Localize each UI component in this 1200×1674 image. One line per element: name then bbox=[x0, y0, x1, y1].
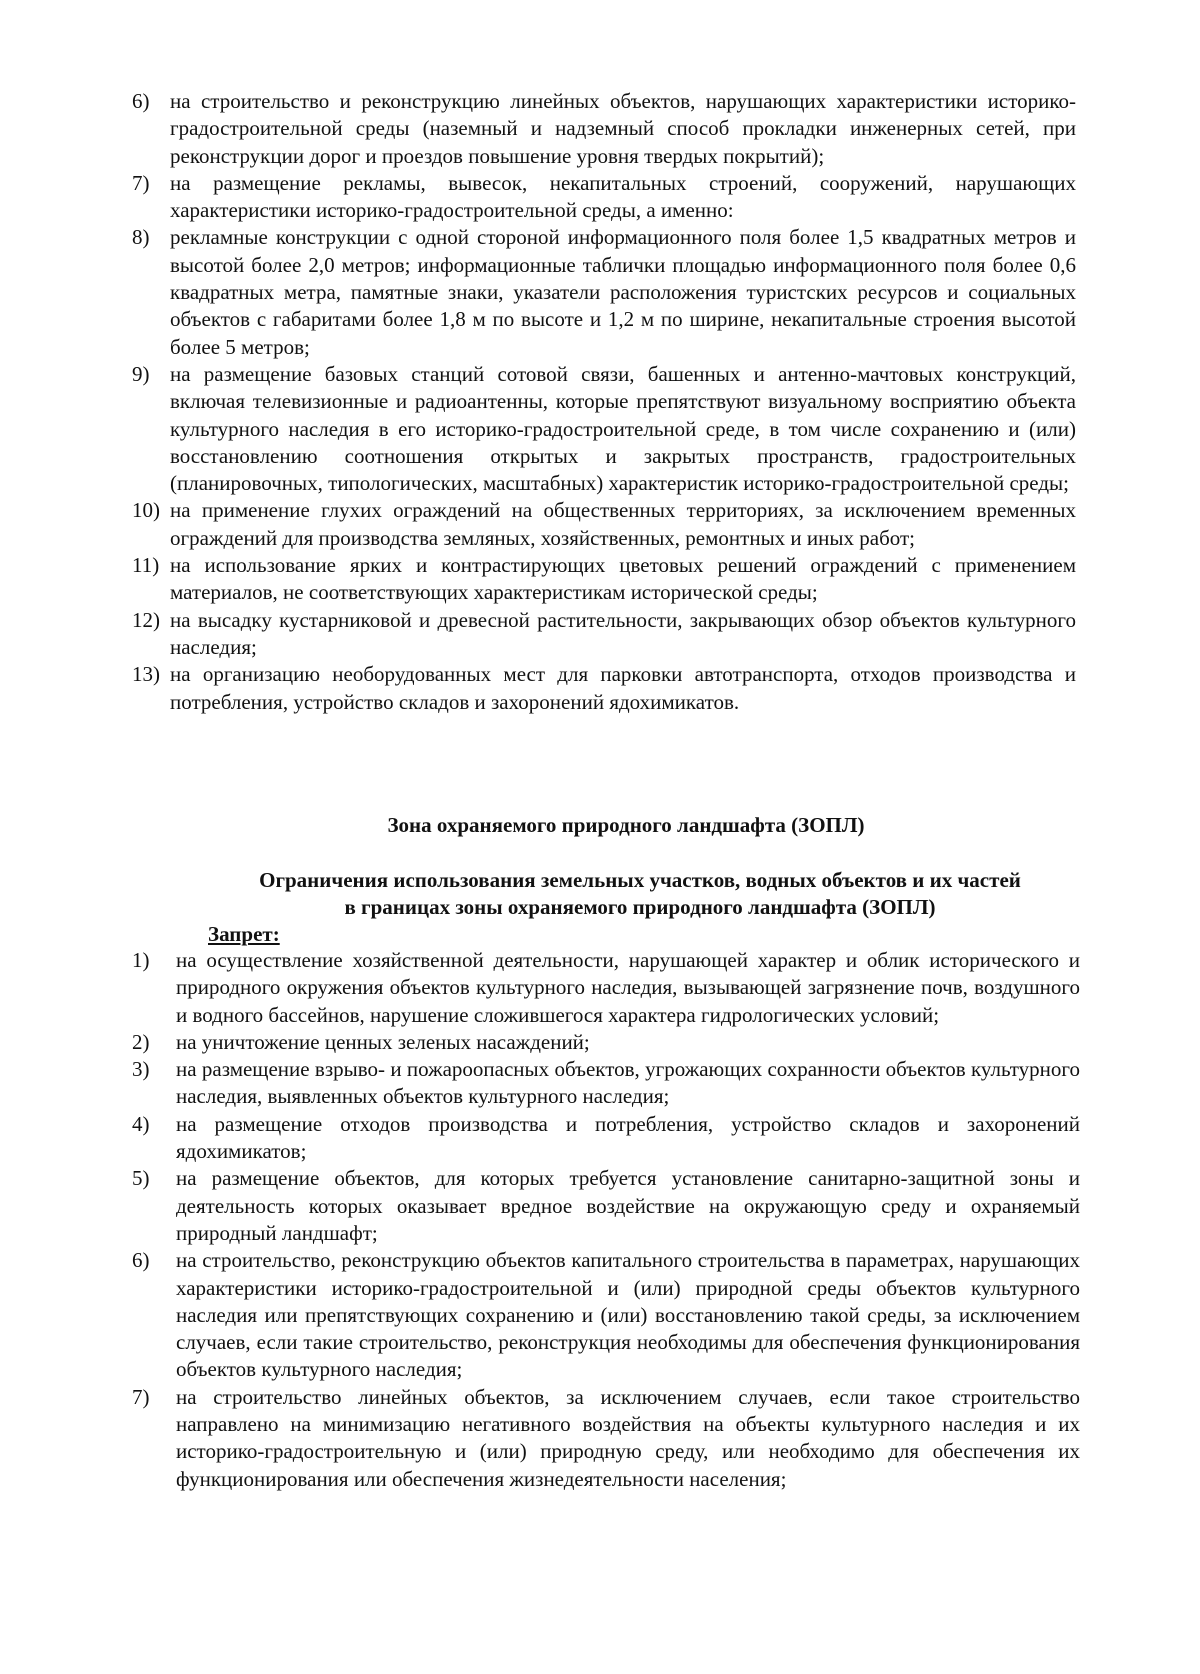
prohibitions-list-continued bbox=[132, 88, 1076, 716]
item-number: 1) bbox=[132, 948, 150, 972]
item-number: 5) bbox=[132, 1166, 150, 1191]
item-text: на осуществление хозяйственной деятельности, нарушающей характер и облик исторического и природного окружения объектов культурного наследия, вызывающей загрязнение почв, воздушного и водного бассейнов, нарушение сложившегося характера гидрологических условий; bbox=[176, 948, 1080, 1027]
item-number: 7) bbox=[132, 1384, 150, 1409]
item-text: на размещение объектов, для которых требуется установление санитарно-защитной зоны и деятельность которых оказывает вредное воздействие на окружающую среду и охраняемый природный ландшафт; bbox=[176, 1166, 1080, 1245]
item-text: на размещение взрыво- и пожароопасных объектов, угрожающих сохранности объектов культурного наследия, выявленных объектов культурного наследия; bbox=[176, 1057, 1080, 1109]
item-text: на организацию необорудованных мест для парковки автотранспорта, отходов производства и потребления, устройство складов и захоронений ядохимикатов. bbox=[170, 662, 1076, 714]
item-number: 9) bbox=[132, 361, 150, 386]
restrictions-title-line1: Ограничения использования земельных участков, водных объектов и их частей bbox=[259, 868, 1021, 892]
list-item bbox=[132, 661, 1076, 716]
item-text: на размещение рекламы, вывесок, некапитальных строений, сооружений, нарушающих характеристики историко-градостроительной среды, а именно: bbox=[170, 170, 1076, 223]
list-item bbox=[132, 88, 1076, 170]
list-item bbox=[132, 1056, 1080, 1111]
item-text: на строительство, реконструкцию объектов капитального строительства в параметрах, нарушающих характеристики историко-градостроительной и (или) природной среды объектов культурного наследия или препятствующих сохранению и (или) восстановлению такой среды, за исключением случаев, если такие строительство, реконструкция необходимы для обеспечения функционирования объектов культурного наследия; bbox=[176, 1248, 1080, 1382]
item-number: 2) bbox=[132, 1029, 150, 1054]
restrictions-title bbox=[200, 867, 1080, 922]
item-text: на использование ярких и контрастирующих цветовых решений ограждений с применением материалов, не соответствующих характеристикам исторической среды; bbox=[170, 553, 1076, 605]
ban-label: Запрет: bbox=[208, 922, 280, 946]
item-text: на высадку кустарниковой и древесной растительности, закрывающих обзор объектов культурного наследия; bbox=[170, 607, 1076, 659]
restrictions-title-line2: в границах зоны охраняемого природного ландшафта (ЗОПЛ) bbox=[344, 895, 936, 920]
item-number: 6) bbox=[132, 89, 150, 113]
item-number: 13) bbox=[132, 662, 160, 687]
item-number: 8) bbox=[132, 225, 150, 250]
item-number: 11) bbox=[132, 553, 160, 578]
item-text: на строительство линейных объектов, за исключением случаев, если такое строительство направлено на минимизацию негативного воздействия на объекты культурного наследия и их историко-градостроительную и (или) природную среду, или необходимо для обеспечения их функционирования или обеспечения жизнедеятельности населения; bbox=[176, 1384, 1080, 1491]
list-item bbox=[132, 1111, 1080, 1166]
item-text: на размещение отходов производства и потребления, устройство складов и захоронений ядохимикатов; bbox=[176, 1111, 1080, 1164]
item-text: на размещение базовых станций сотовой связи, башенных и антенно-мачтовых конструкций, включая телевизионные и радиоантенны, которые препятствуют визуальному восприятию объекта культурного наследия в его историко-градостроительной среде, в том числе сохранению и (или) восстановлению соотношения открытых и закрытых пространств, градостроительных (планировочных, типологических, масштабных) характеристик историко-градостроительной среды; bbox=[170, 361, 1076, 496]
list-item bbox=[132, 224, 1076, 360]
item-number: 10) bbox=[132, 498, 160, 523]
item-text: на уничтожение ценных зеленых насаждений; bbox=[176, 1029, 590, 1054]
zone-title: Зона охраняемого природного ландшафта (ЗОПЛ) bbox=[387, 813, 865, 837]
list-item bbox=[132, 947, 1080, 1029]
item-text: на применение глухих ограждений на общественных территориях, за исключением временных ограждений для производства земляных, хозяйственных, ремонтных и иных работ; bbox=[170, 498, 1076, 550]
list-item bbox=[132, 1029, 1080, 1056]
item-text: на строительство и реконструкцию линейных объектов, нарушающих характеристики историко-градостроительной среды (наземный и надземный способ прокладки инженерных сетей, при реконструкции дорог и проездов повышение уровня твердых покрытий); bbox=[170, 89, 1076, 168]
list-item bbox=[132, 497, 1076, 552]
list-item bbox=[132, 170, 1076, 225]
item-number: 12) bbox=[132, 607, 160, 632]
item-text: рекламные конструкции с одной стороной информационного поля более 1,5 квадратных метров и высотой более 2,0 метров; информационные таблички площадью информационного поля более 0,6 квадратных метра, памятные знаки, указатели расположения туристских ресурсов и социальных объектов с габаритами более 1,8 м по высоте и 1,2 м по ширине, некапитальные строения высотой более 5 метров; bbox=[170, 225, 1076, 359]
item-number: 7) bbox=[132, 170, 150, 195]
list-item bbox=[132, 1247, 1080, 1383]
zopl-prohibitions-list bbox=[132, 947, 1080, 1493]
item-number: 3) bbox=[132, 1057, 150, 1082]
item-number: 4) bbox=[132, 1111, 150, 1136]
list-item bbox=[132, 1165, 1080, 1247]
item-number: 6) bbox=[132, 1248, 150, 1273]
list-item bbox=[132, 552, 1076, 607]
list-item bbox=[132, 1384, 1080, 1493]
list-item bbox=[132, 361, 1076, 497]
list-item bbox=[132, 607, 1076, 662]
